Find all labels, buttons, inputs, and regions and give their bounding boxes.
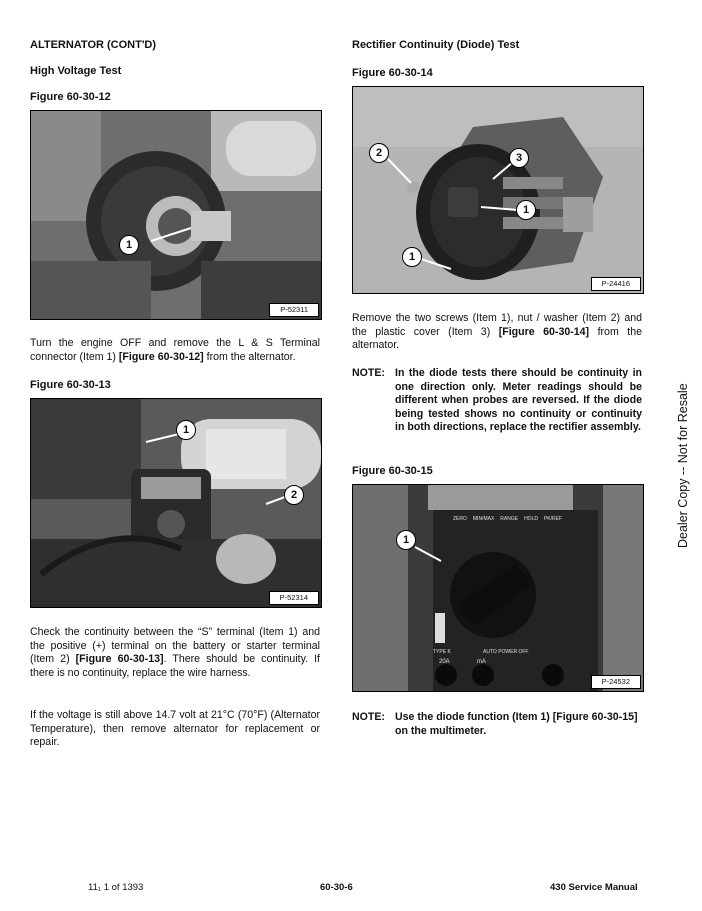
paragraph-remove-connector: Turn the engine OFF and remove the L & S Terminal connector (Item 1) [Figure 60-30-12] from the alternator. <box>30 337 320 363</box>
figure-12-photo <box>30 110 322 320</box>
callout-1: 1 <box>402 247 422 267</box>
figure-12-title: Figure 60-30-12 <box>30 91 111 103</box>
callout-3: 3 <box>509 148 529 168</box>
note-text: Use the diode function (Item 1) [Figure 60-30-15] on the multimeter. <box>395 711 638 737</box>
photo-id-label: P-52314 <box>269 591 319 605</box>
callout-1: 1 <box>396 530 416 550</box>
note-diode <box>352 367 642 451</box>
note-label: NOTE: <box>352 367 385 379</box>
side-watermark-text: Dealer Copy -- Not for Resale <box>676 383 690 548</box>
figure-15-photo <box>352 484 644 692</box>
paragraph-remove-cover: Remove the two screws (Item 1), nut / washer (Item 2) and the plastic cover (Item 3) [Figure 60-30-14] from the alternator. <box>352 312 642 351</box>
photo-id-label: P-24532 <box>591 675 641 689</box>
callout-2: 2 <box>369 143 389 163</box>
callout-1: 1 <box>119 235 139 255</box>
footer-page-number: 60-30-6 <box>320 882 353 893</box>
footer-manual-title: 430 Service Manual <box>550 882 638 893</box>
paragraph-voltage: If the voltage is still above 14.7 volt at 21°C (70°F) (Alternator Temperature), then remove alternator for replacement or repair. <box>30 709 320 748</box>
photo-id-label: P-24416 <box>591 277 641 291</box>
figure-13-title: Figure 60-30-13 <box>30 379 111 391</box>
figure-14-photo <box>352 86 644 294</box>
footer-page-counter: 11₁ 1 of 1393 <box>88 882 144 893</box>
meter-type-label: TYPE K <box>433 649 451 655</box>
callout-2: 2 <box>284 485 304 505</box>
subsection-title: High Voltage Test <box>30 65 122 77</box>
note-text: In the diode tests there should be continuity in one direction only. Meter readings should be different when probes are reversed. If the diode being tested shows no continuity or continuity in both directions, replace the rectifier assembly. <box>395 367 642 433</box>
paragraph-check-continuity: Check the continuity between the “S” terminal (Item 1) and the positive (+) terminal on the battery or starter terminal (Item 2) [Figure 60-30-13]. There should be continuity. If there is no continuity, replace the wire harness. <box>30 626 321 679</box>
meter-jack-ma: mA <box>477 659 486 665</box>
photo-id-label: P-52311 <box>269 303 319 317</box>
figure-15-title: Figure 60-30-15 <box>352 465 433 477</box>
callout-1: 1 <box>176 420 196 440</box>
note-label: NOTE: <box>352 711 385 723</box>
meter-power-label: AUTO POWER OFF <box>483 649 529 655</box>
figure-14-title: Figure 60-30-14 <box>352 67 433 79</box>
meter-jack-20a: 20A <box>439 659 450 665</box>
figure-13-photo <box>30 398 322 608</box>
right-section-title: Rectifier Continuity (Diode) Test <box>352 39 520 51</box>
callout-1: 1 <box>516 200 536 220</box>
meter-button-labels: ZERO MIN/MAX RANGE HOLD PK/REF <box>453 516 563 522</box>
note-diode-function <box>352 711 642 739</box>
section-title: ALTERNATOR (CONT'D) <box>30 39 157 51</box>
